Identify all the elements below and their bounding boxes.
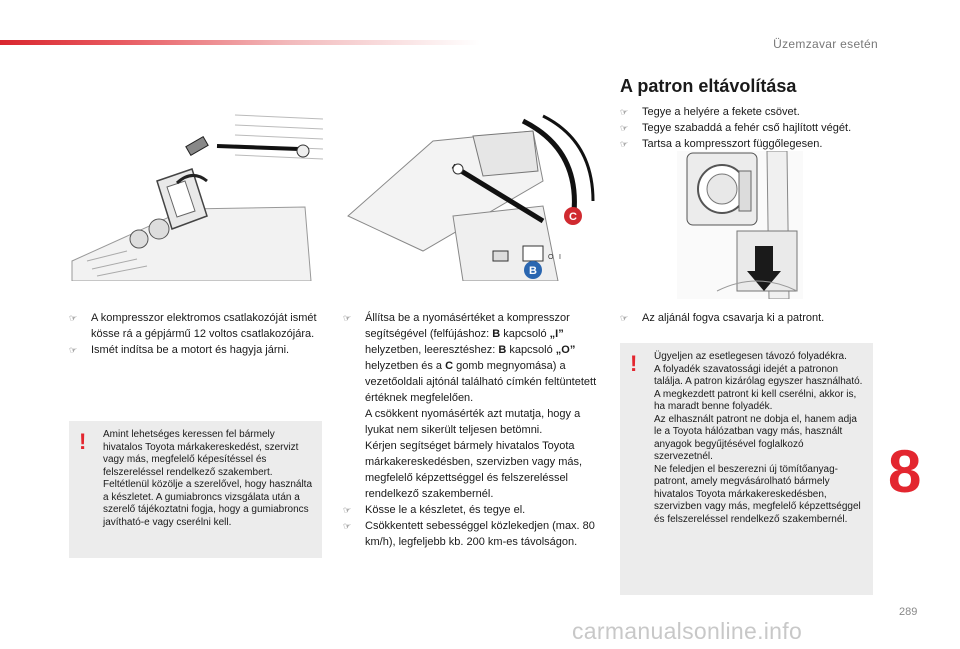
pointing-hand-icon: ☞ [620,123,629,133]
warning-box-2: ! Ügyeljen az esetlegesen távozó folyadékra. A folyadék szavatossági idejét a patronon találja. A patron kizárólag egyszer használható. A megkezdett patront ki kell cserélni, akkor is, ha maradt benne folyadék. Az elhasznált patront ne dobja el, hanem adja le a Toyota hálózatban vagy más, használt anyagok begyűjtésével foglalkozó szervezetnél. Ne feledjen el beszerezni új tömítőanyag-patront, amely megvásárolható bármely hivatalos Toyota márkakereskedésben, szervizben vagy más, megfelelő képzettséggel és felszereléssel rendelkező szakembernél. [620,343,873,595]
pointing-hand-icon: ☞ [69,345,78,355]
list-item: ☞ A kompresszor elektromos csatlakozóját ismét kösse rá a gépjármű 12 voltos csatlakozójára. [69,312,317,340]
pointing-hand-icon: ☞ [620,313,629,323]
label-o: O [548,254,554,261]
label-b: B [529,265,537,277]
pointing-hand-icon: ☞ [620,139,629,149]
list-item: ☞ Tegye a helyére a fekete csövet. [620,106,800,118]
column-2-text [343,310,605,550]
list-item: ☞ Állítsa be a nyomásértéket a kompresszor segítségével (felfújáshoz: B kapcsoló „I” helyzetben, leeresztéshez: B kapcsoló „O” helyzetben és a C gomb megnyomása) a vezetőoldali ajtónál található címkén feltüntetett értéknek megfelelően. A csökkent nyomásérték azt mutatja, hogy a lyukat nem sikerült teljesen betömni. Kérjen segítséget bármely hivatalos Toyota márkakereskedésben, szervizben vagy más, megfelelő képzettséggel és felszereléssel rendelkező szakembernél. [343,312,597,500]
warning-box-1: ! Amint lehetséges keressen fel bármely hivatalos Toyota márkakereskedést, szervizt vagy más, megfelelő képesítéssel és felszereléssel rendelkező szakembert. Feltétlenül közölje a szerelővel, hogy használta a készletet. A gumiabroncs vizsgálata után a szerelő tájékoztatni fogja, hogy a gumiabroncs javítható-e vagy cserélni kell. [69,421,322,558]
pointing-hand-icon: ☞ [620,107,629,117]
watermark: carmanualsonline.info [572,618,803,644]
chapter-number: 8 [888,438,922,505]
pointing-hand-icon: ☞ [343,521,352,531]
label-c: C [569,211,577,223]
cartridge-removal-illustration [677,151,803,299]
list-item: ☞ Tartsa a kompresszort függőlegesen. [620,138,823,150]
column-3-steps [620,104,882,152]
list-item: ☞ Tegye szabaddá a fehér cső hajlított végét. [620,122,852,134]
header-accent-bar [0,40,480,45]
pointing-hand-icon: ☞ [69,313,78,323]
label-i: I [559,254,561,261]
column-1-text [69,310,317,358]
pointing-hand-icon: ☞ [343,313,352,323]
section-title: A patron eltávolítása [620,76,797,96]
list-item: ☞ Csökkentett sebességgel közlekedjen (max. 80 km/h), legfeljebb kb. 200 km-es távolságon. [343,520,595,548]
column-3-after-figure [620,310,882,326]
exclamation-icon: ! [630,351,638,376]
pointing-hand-icon: ☞ [343,505,352,515]
section-header: Üzemzavar esetén [773,37,878,51]
page-number: 289 [899,606,918,618]
list-item: ☞ Kösse le a készletet, és tegye el. [343,504,526,516]
exclamation-icon: ! [79,429,87,454]
pressure-adjust-illustration [343,111,599,281]
list-item: ☞ Ismét indítsa be a motort és hagyja járni. [69,344,290,356]
list-item: ☞ Az aljánál fogva csavarja ki a patront. [620,312,825,324]
compressor-connect-illustration [67,111,323,281]
